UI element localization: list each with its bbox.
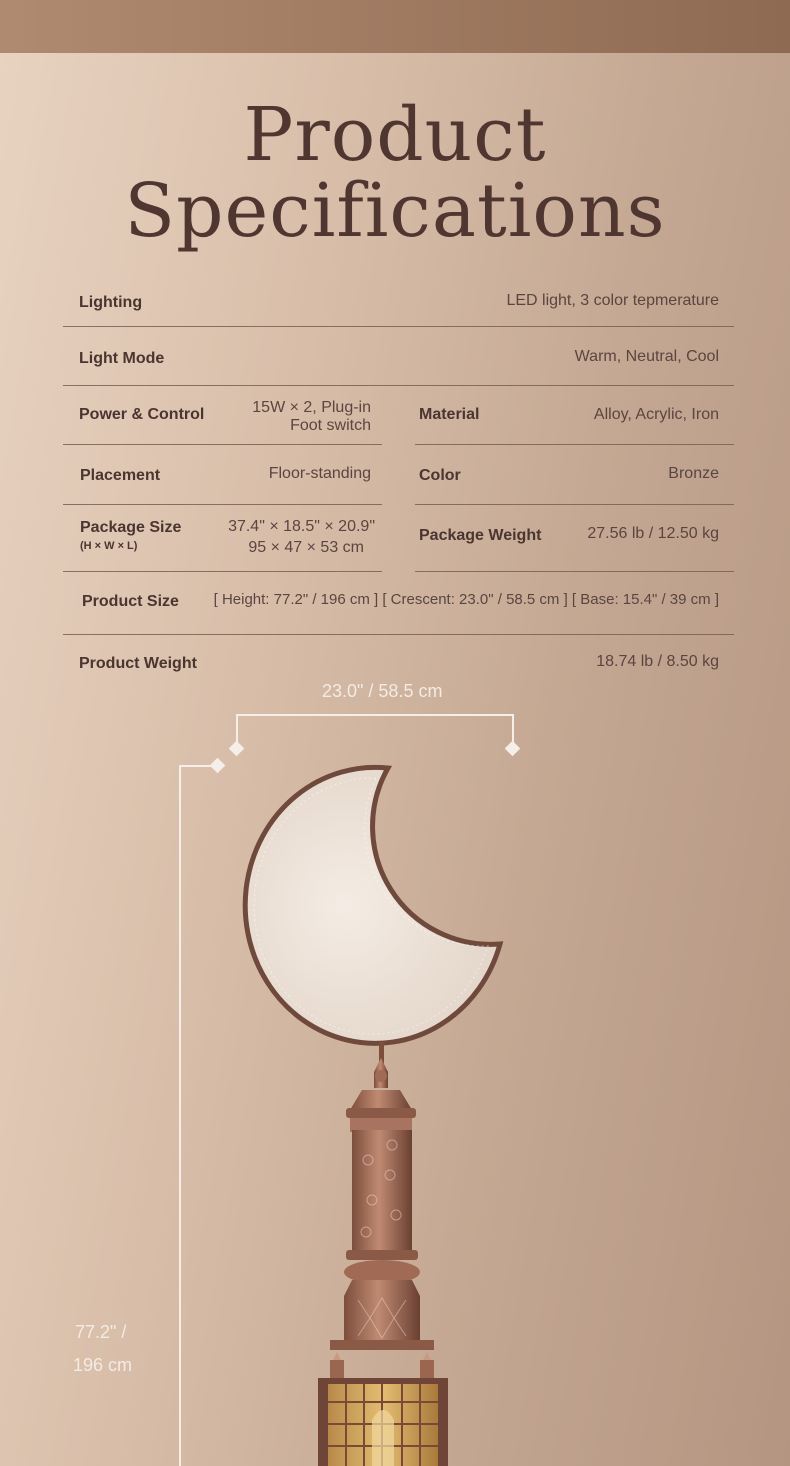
crescent-moon: [245, 767, 500, 1043]
spec-label-package-weight: Package Weight: [419, 527, 542, 544]
page-title-line1: Product: [243, 92, 547, 178]
dimension-marker-icon: [210, 758, 226, 774]
spec-value-power-line1: 15W × 2, Plug-in: [252, 399, 371, 416]
dimension-marker-icon: [505, 741, 521, 757]
width-dimension-label: 23.0" / 58.5 cm: [322, 681, 443, 701]
spec-value-lighting: LED light, 3 color tepmerature: [506, 292, 719, 309]
spec-value-color: Bronze: [668, 465, 719, 482]
spec-value-package-size-line2: 95 × 47 × 53 cm: [248, 539, 364, 556]
spec-value-package-size-line1: 37.4" × 18.5" × 20.9": [228, 518, 375, 535]
spec-label-product-size: Product Size: [82, 593, 179, 610]
spec-label-lighting: Lighting: [79, 294, 143, 311]
spec-label-color: Color: [419, 467, 461, 484]
height-dimension-line: [180, 766, 218, 1466]
spec-label-material: Material: [419, 406, 480, 423]
height-dimension-label-line1: 77.2" /: [75, 1322, 127, 1342]
spec-value-material: Alloy, Acrylic, Iron: [593, 406, 719, 423]
page-title-line2: Specifications: [124, 168, 666, 254]
spec-sublabel-package-size: (H × W × L): [80, 540, 138, 552]
spec-value-product-size: [ Height: 77.2" / 196 cm ] [ Crescent: 23.0" / 58.5 cm ] [ Base: 15.4" / 39 cm ]: [213, 591, 719, 608]
spec-value-product-weight: 18.74 lb / 8.50 kg: [596, 653, 719, 670]
spec-label-light-mode: Light Mode: [79, 350, 165, 367]
height-dimension-label-line2: 196 cm: [73, 1355, 133, 1375]
spec-label-product-weight: Product Weight: [79, 655, 197, 672]
width-dimension-bracket: [237, 715, 513, 747]
spec-value-placement: Floor-standing: [268, 465, 371, 482]
dimension-marker-icon: [229, 741, 245, 757]
spec-value-package-weight: 27.56 lb / 12.50 kg: [587, 525, 719, 542]
spec-label-package-size: Package Size: [80, 519, 182, 536]
spec-label-placement: Placement: [80, 467, 161, 484]
spec-value-power-line2: Foot switch: [290, 417, 371, 434]
spec-value-light-mode: Warm, Neutral, Cool: [574, 348, 719, 365]
spec-label-power: Power & Control: [79, 406, 205, 423]
